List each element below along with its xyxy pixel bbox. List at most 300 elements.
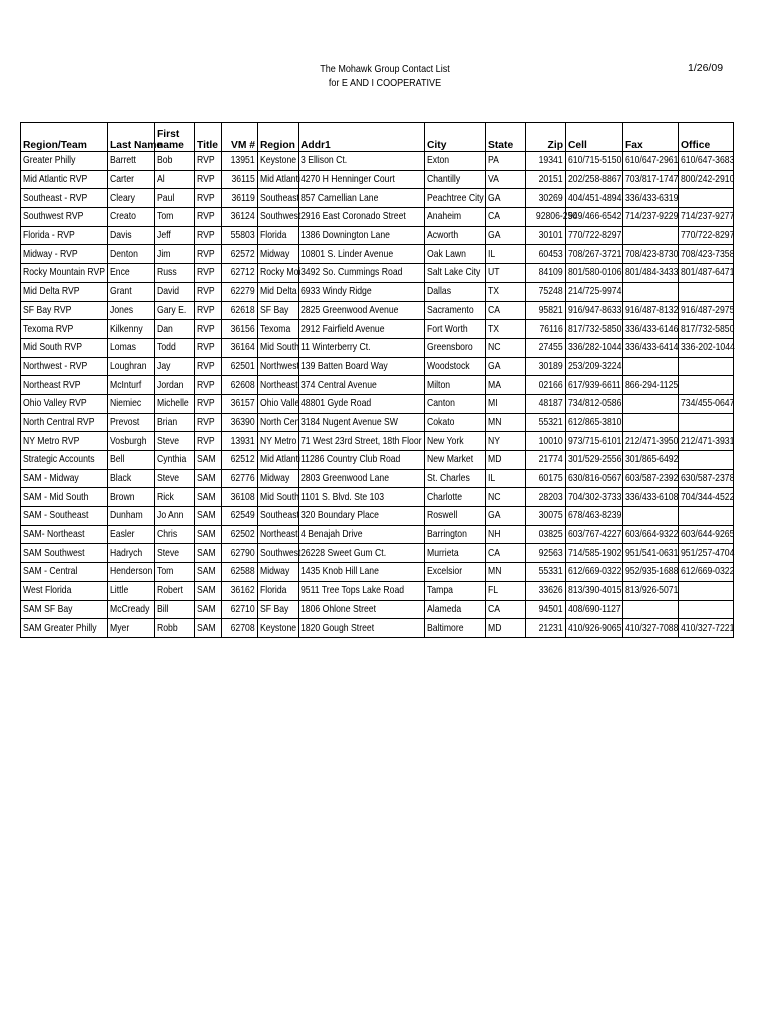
cell-office bbox=[679, 301, 734, 320]
cell-region bbox=[258, 413, 299, 432]
cell-text: Lomas bbox=[110, 342, 136, 354]
cell-last-name bbox=[108, 264, 155, 283]
cell-text: 36119 bbox=[231, 192, 255, 204]
cell-text: 27455 bbox=[538, 342, 563, 354]
cell-text: Fort Worth bbox=[427, 323, 468, 335]
cell-region bbox=[258, 451, 299, 470]
cell-text: RVP bbox=[197, 155, 215, 167]
cell-city bbox=[425, 507, 486, 526]
cell-text: 62512 bbox=[230, 454, 255, 466]
cell-addr1 bbox=[299, 376, 425, 395]
cell-text: SAM SF Bay bbox=[23, 603, 73, 615]
cell-region-team bbox=[21, 338, 108, 357]
column-header-label: name bbox=[157, 140, 184, 151]
column-header-line1 bbox=[488, 129, 523, 140]
cell-text: Dallas bbox=[427, 286, 452, 298]
cell-text: MN bbox=[488, 416, 502, 428]
cell-text: Strategic Accounts bbox=[23, 454, 95, 466]
cell-text: 603/767-4227 bbox=[568, 529, 622, 541]
cell-text: 62588 bbox=[230, 566, 255, 578]
table-row bbox=[21, 170, 734, 189]
cell-cell bbox=[566, 619, 623, 638]
cell-text: 734/455-0647 bbox=[681, 398, 735, 410]
cell-region bbox=[258, 208, 299, 227]
column-header-line1 bbox=[110, 129, 152, 140]
cell-region bbox=[258, 189, 299, 208]
cell-text: 678/463-8239 bbox=[568, 510, 622, 522]
cell-text: MN bbox=[488, 566, 502, 578]
cell-title bbox=[195, 544, 222, 563]
cell-text: 801/484-3433 bbox=[625, 267, 679, 279]
cell-text: 1435 Knob Hill Lane bbox=[301, 566, 379, 578]
cell-fax bbox=[623, 619, 679, 638]
cell-text: 1820 Gough Street bbox=[301, 622, 375, 634]
cell-addr1 bbox=[299, 581, 425, 600]
column-header-region-team bbox=[21, 123, 108, 152]
cell-text: RVP bbox=[197, 360, 215, 372]
cell-text: CA bbox=[488, 211, 501, 223]
cell-text: 20151 bbox=[538, 174, 563, 186]
cell-text: 336/433-6414 bbox=[625, 342, 679, 354]
cell-text: 949/466-6542 bbox=[568, 211, 622, 223]
column-header-label: Office bbox=[681, 140, 711, 151]
cell-title bbox=[195, 525, 222, 544]
cell-fax bbox=[623, 208, 679, 227]
cell-city bbox=[425, 488, 486, 507]
column-header-line1 bbox=[23, 129, 105, 140]
cell-fax bbox=[623, 451, 679, 470]
cell-state bbox=[486, 469, 526, 488]
cell-text: 336/433-6108 bbox=[625, 491, 679, 503]
cell-cell bbox=[566, 301, 623, 320]
cell-text: 617/939-6611 bbox=[568, 379, 621, 391]
cell-fax bbox=[623, 563, 679, 582]
column-header-line1 bbox=[260, 129, 296, 140]
cell-vm bbox=[222, 208, 258, 227]
cell-state bbox=[486, 544, 526, 563]
cell-text: 21231 bbox=[538, 622, 563, 634]
cell-fax bbox=[623, 544, 679, 563]
cell-text: New York bbox=[427, 435, 464, 447]
cell-region-team bbox=[21, 488, 108, 507]
cell-fax bbox=[623, 469, 679, 488]
cell-cell bbox=[566, 394, 623, 413]
cell-text: Carter bbox=[110, 174, 135, 186]
cell-first-name bbox=[155, 451, 195, 470]
cell-fax bbox=[623, 394, 679, 413]
table-row bbox=[21, 226, 734, 245]
cell-text: IL bbox=[488, 248, 496, 260]
cell-text: West Florida bbox=[23, 585, 72, 597]
cell-vm bbox=[222, 619, 258, 638]
table-row bbox=[21, 152, 734, 171]
cell-text: 336-202-1044 bbox=[681, 342, 735, 354]
cell-text: Rick bbox=[157, 491, 174, 503]
cell-text: Niemiec bbox=[110, 398, 142, 410]
cell-vm bbox=[222, 282, 258, 301]
cell-text: Midway bbox=[260, 473, 290, 485]
cell-last-name bbox=[108, 581, 155, 600]
cell-region-team bbox=[21, 320, 108, 339]
cell-text: 62279 bbox=[230, 286, 255, 298]
cell-office bbox=[679, 170, 734, 189]
cell-text: Ohio Valley RVP bbox=[23, 398, 87, 410]
cell-text: 2825 Greenwood Avenue bbox=[301, 304, 399, 316]
cell-text: Dan bbox=[157, 323, 173, 335]
cell-text: Chris bbox=[157, 529, 178, 541]
cell-text: St. Charles bbox=[427, 473, 470, 485]
cell-text: 94501 bbox=[538, 603, 563, 615]
cell-text: Prevost bbox=[110, 416, 140, 428]
cell-last-name bbox=[108, 563, 155, 582]
cell-text: RVP bbox=[197, 398, 215, 410]
cell-fax bbox=[623, 432, 679, 451]
cell-city bbox=[425, 413, 486, 432]
cell-text: 714/237-9277 bbox=[681, 211, 735, 223]
table-row bbox=[21, 301, 734, 320]
column-header-label: Zip bbox=[547, 140, 563, 151]
cell-text: Mid Delta bbox=[260, 286, 297, 298]
cell-vm bbox=[222, 432, 258, 451]
cell-text: 10010 bbox=[538, 435, 563, 447]
cell-office bbox=[679, 488, 734, 507]
cell-text: Jeff bbox=[157, 230, 171, 242]
cell-text: 95821 bbox=[538, 304, 563, 316]
cell-text: 202/258-8867 bbox=[568, 174, 622, 186]
cell-region bbox=[258, 301, 299, 320]
cell-text: 36390 bbox=[230, 416, 255, 428]
cell-text: NY Metro RVP bbox=[23, 435, 80, 447]
cell-text: Grant bbox=[110, 286, 132, 298]
cell-text: 714/237-9229 bbox=[625, 211, 679, 223]
cell-addr1 bbox=[299, 394, 425, 413]
cell-text: Steve bbox=[157, 547, 180, 559]
table-row bbox=[21, 581, 734, 600]
cell-text: Dunham bbox=[110, 510, 143, 522]
column-header-office bbox=[679, 123, 734, 152]
cell-city bbox=[425, 432, 486, 451]
cell-text: Greensboro bbox=[427, 342, 473, 354]
cell-region bbox=[258, 152, 299, 171]
column-header-line1: First bbox=[157, 129, 180, 140]
cell-first-name bbox=[155, 245, 195, 264]
cell-region bbox=[258, 338, 299, 357]
cell-zip bbox=[526, 581, 566, 600]
cell-office bbox=[679, 469, 734, 488]
cell-region bbox=[258, 544, 299, 563]
table-row bbox=[21, 507, 734, 526]
cell-vm bbox=[222, 301, 258, 320]
cell-office bbox=[679, 451, 734, 470]
cell-text: SAM - Mid South bbox=[23, 491, 89, 503]
cell-text: 62790 bbox=[230, 547, 255, 559]
cell-text: Jim bbox=[157, 248, 171, 260]
cell-fax bbox=[623, 226, 679, 245]
column-header-label: Title bbox=[197, 140, 218, 151]
cell-text: 30189 bbox=[538, 360, 563, 372]
cell-text: NC bbox=[488, 491, 501, 503]
cell-first-name bbox=[155, 581, 195, 600]
cell-region-team bbox=[21, 581, 108, 600]
cell-region-team bbox=[21, 563, 108, 582]
table-row bbox=[21, 320, 734, 339]
cell-first-name bbox=[155, 282, 195, 301]
cell-text: RVP bbox=[197, 211, 215, 223]
cell-office bbox=[679, 413, 734, 432]
cell-vm bbox=[222, 338, 258, 357]
cell-text: Creato bbox=[110, 211, 136, 223]
cell-text: Ohio Valle bbox=[260, 398, 300, 410]
cell-city bbox=[425, 245, 486, 264]
cell-last-name bbox=[108, 226, 155, 245]
cell-zip bbox=[526, 394, 566, 413]
cell-region-team bbox=[21, 264, 108, 283]
cell-text: Chantilly bbox=[427, 174, 461, 186]
cell-zip bbox=[526, 488, 566, 507]
cell-text: SAM bbox=[197, 603, 216, 615]
cell-first-name bbox=[155, 413, 195, 432]
cell-addr1 bbox=[299, 245, 425, 264]
cell-addr1 bbox=[299, 469, 425, 488]
cell-text: SAM Southwest bbox=[23, 547, 85, 559]
cell-zip bbox=[526, 469, 566, 488]
cell-text: 3184 Nugent Avenue SW bbox=[301, 416, 398, 428]
cell-title bbox=[195, 376, 222, 395]
cell-text: 603/644-9265 bbox=[681, 529, 735, 541]
cell-fax bbox=[623, 488, 679, 507]
cell-text: 13931 bbox=[230, 435, 255, 447]
cell-text: 374 Central Avenue bbox=[301, 379, 377, 391]
cell-state bbox=[486, 357, 526, 376]
cell-text: Southeast bbox=[260, 192, 299, 204]
cell-text: 36108 bbox=[230, 491, 255, 503]
cell-last-name bbox=[108, 338, 155, 357]
cell-fax bbox=[623, 507, 679, 526]
cell-text: Tom bbox=[157, 211, 174, 223]
column-header-line1 bbox=[301, 129, 422, 140]
cell-text: Northwest bbox=[260, 360, 299, 372]
cell-cell bbox=[566, 488, 623, 507]
cell-text: RVP bbox=[197, 379, 215, 391]
cell-state bbox=[486, 189, 526, 208]
cell-city bbox=[425, 338, 486, 357]
cell-region bbox=[258, 282, 299, 301]
cell-addr1 bbox=[299, 282, 425, 301]
cell-text: Southeast - RVP bbox=[23, 192, 88, 204]
column-header-label: Last Name bbox=[110, 140, 163, 151]
cell-text: SAM bbox=[197, 529, 216, 541]
cell-text: 916/487-2975 bbox=[681, 304, 735, 316]
cell-office bbox=[679, 338, 734, 357]
cell-fax bbox=[623, 357, 679, 376]
cell-city bbox=[425, 394, 486, 413]
cell-office bbox=[679, 525, 734, 544]
cell-text: 55803 bbox=[230, 230, 255, 242]
cell-title bbox=[195, 282, 222, 301]
cell-office bbox=[679, 563, 734, 582]
cell-text: Al bbox=[157, 174, 165, 186]
cell-text: 62712 bbox=[230, 267, 255, 279]
cell-state bbox=[486, 507, 526, 526]
cell-text: Midway bbox=[260, 566, 290, 578]
cell-zip bbox=[526, 152, 566, 171]
cell-text: RVP bbox=[197, 435, 215, 447]
table-row bbox=[21, 432, 734, 451]
cell-fax bbox=[623, 189, 679, 208]
table-row bbox=[21, 525, 734, 544]
cell-region-team bbox=[21, 525, 108, 544]
cell-text: Jordan bbox=[157, 379, 184, 391]
cell-text: Peachtree City bbox=[427, 192, 484, 204]
cell-addr1 bbox=[299, 264, 425, 283]
cell-region bbox=[258, 563, 299, 582]
cell-addr1 bbox=[299, 226, 425, 245]
cell-addr1 bbox=[299, 600, 425, 619]
cell-cell bbox=[566, 208, 623, 227]
cell-zip bbox=[526, 170, 566, 189]
cell-last-name bbox=[108, 544, 155, 563]
cell-text: 612/669-0322 bbox=[568, 566, 622, 578]
cell-text: 2916 East Coronado Street bbox=[301, 211, 406, 223]
cell-text: 48187 bbox=[538, 398, 563, 410]
cell-cell bbox=[566, 152, 623, 171]
cell-text: CA bbox=[488, 304, 501, 316]
cell-cell bbox=[566, 226, 623, 245]
cell-last-name bbox=[108, 525, 155, 544]
cell-zip bbox=[526, 357, 566, 376]
cell-region-team bbox=[21, 226, 108, 245]
cell-text: 866-294-1125 bbox=[625, 379, 679, 391]
cell-zip bbox=[526, 301, 566, 320]
cell-text: 708/423-8730 bbox=[625, 248, 679, 260]
cell-text: 36115 bbox=[231, 174, 255, 186]
cell-text: 212/471-3950 bbox=[625, 435, 679, 447]
cell-text: 4 Benajah Drive bbox=[301, 529, 363, 541]
cell-first-name bbox=[155, 563, 195, 582]
cell-state bbox=[486, 488, 526, 507]
cell-text: 71 West 23rd Street, 18th Floor bbox=[301, 435, 422, 447]
cell-last-name bbox=[108, 600, 155, 619]
cell-text: 1806 Ohlone Street bbox=[301, 603, 377, 615]
cell-text: VA bbox=[488, 174, 499, 186]
cell-text: 76116 bbox=[539, 323, 563, 335]
cell-text: 951/257-4704 bbox=[681, 547, 735, 559]
table-row bbox=[21, 469, 734, 488]
cell-text: 62502 bbox=[230, 529, 255, 541]
cell-text: 610/647-3683 bbox=[681, 155, 735, 167]
cell-text: Easler bbox=[110, 529, 135, 541]
cell-vm bbox=[222, 245, 258, 264]
cell-fax bbox=[623, 245, 679, 264]
cell-region bbox=[258, 469, 299, 488]
cell-fax bbox=[623, 525, 679, 544]
cell-text: 11286 Country Club Road bbox=[301, 454, 401, 466]
document-date: 1/26/09 bbox=[688, 62, 724, 74]
cell-text: RVP bbox=[197, 267, 215, 279]
cell-fax bbox=[623, 581, 679, 600]
cell-text: 708/423-7358 bbox=[681, 248, 735, 260]
cell-text: MD bbox=[488, 454, 502, 466]
cell-text: 1101 S. Blvd. Ste 103 bbox=[301, 491, 385, 503]
cell-title bbox=[195, 338, 222, 357]
cell-text: Tampa bbox=[427, 585, 453, 597]
cell-region-team bbox=[21, 451, 108, 470]
cell-text: Canton bbox=[427, 398, 455, 410]
table-row bbox=[21, 282, 734, 301]
cell-text: Brown bbox=[110, 491, 135, 503]
cell-city bbox=[425, 170, 486, 189]
cell-cell bbox=[566, 357, 623, 376]
cell-zip bbox=[526, 320, 566, 339]
cell-text: Florida bbox=[260, 585, 287, 597]
cell-title bbox=[195, 226, 222, 245]
cell-zip bbox=[526, 282, 566, 301]
cell-addr1 bbox=[299, 301, 425, 320]
cell-text: 19341 bbox=[538, 155, 563, 167]
cell-title bbox=[195, 581, 222, 600]
table-row bbox=[21, 376, 734, 395]
cell-text: 336/433-6319 bbox=[625, 192, 679, 204]
cell-vm bbox=[222, 226, 258, 245]
cell-addr1 bbox=[299, 432, 425, 451]
cell-text: SAM - Midway bbox=[23, 473, 79, 485]
cell-addr1 bbox=[299, 563, 425, 582]
cell-text: MD bbox=[488, 622, 502, 634]
column-header-label: Addr1 bbox=[301, 140, 331, 151]
cell-text: 62549 bbox=[230, 510, 255, 522]
cell-text: SAM Greater Philly bbox=[23, 622, 97, 634]
cell-text: Steve bbox=[157, 435, 180, 447]
cell-text: 36157 bbox=[230, 398, 255, 410]
cell-text: Exton bbox=[427, 155, 450, 167]
cell-region bbox=[258, 226, 299, 245]
cell-title bbox=[195, 469, 222, 488]
cell-office bbox=[679, 357, 734, 376]
cell-text: SAM bbox=[197, 454, 216, 466]
column-header-state bbox=[486, 123, 526, 152]
cell-fax bbox=[623, 152, 679, 171]
cell-fax bbox=[623, 376, 679, 395]
cell-text: North Central RVP bbox=[23, 416, 95, 428]
cell-text: 30269 bbox=[538, 192, 563, 204]
cell-addr1 bbox=[299, 170, 425, 189]
cell-text: 9511 Tree Tops Lake Road bbox=[301, 585, 405, 597]
cell-text: Florida - RVP bbox=[23, 230, 75, 242]
table-row bbox=[21, 245, 734, 264]
cell-cell bbox=[566, 525, 623, 544]
column-header-title bbox=[195, 123, 222, 152]
cell-text: 62708 bbox=[230, 622, 255, 634]
cell-addr1 bbox=[299, 619, 425, 638]
cell-state bbox=[486, 432, 526, 451]
cell-text: 75248 bbox=[538, 286, 563, 298]
cell-state bbox=[486, 413, 526, 432]
cell-text: Bob bbox=[157, 155, 173, 167]
cell-text: SF Bay bbox=[260, 603, 289, 615]
cell-text: Texoma bbox=[260, 323, 291, 335]
cell-text: New Market bbox=[427, 454, 474, 466]
cell-text: Cokato bbox=[427, 416, 455, 428]
cell-text: 10801 S. Linder Avenue bbox=[301, 248, 394, 260]
cell-state bbox=[486, 226, 526, 245]
cell-text: 612/865-3810 bbox=[568, 416, 622, 428]
cell-vm bbox=[222, 488, 258, 507]
cell-last-name bbox=[108, 413, 155, 432]
cell-title bbox=[195, 189, 222, 208]
cell-text: 916/947-8633 bbox=[568, 304, 622, 316]
cell-zip bbox=[526, 544, 566, 563]
cell-fax bbox=[623, 600, 679, 619]
